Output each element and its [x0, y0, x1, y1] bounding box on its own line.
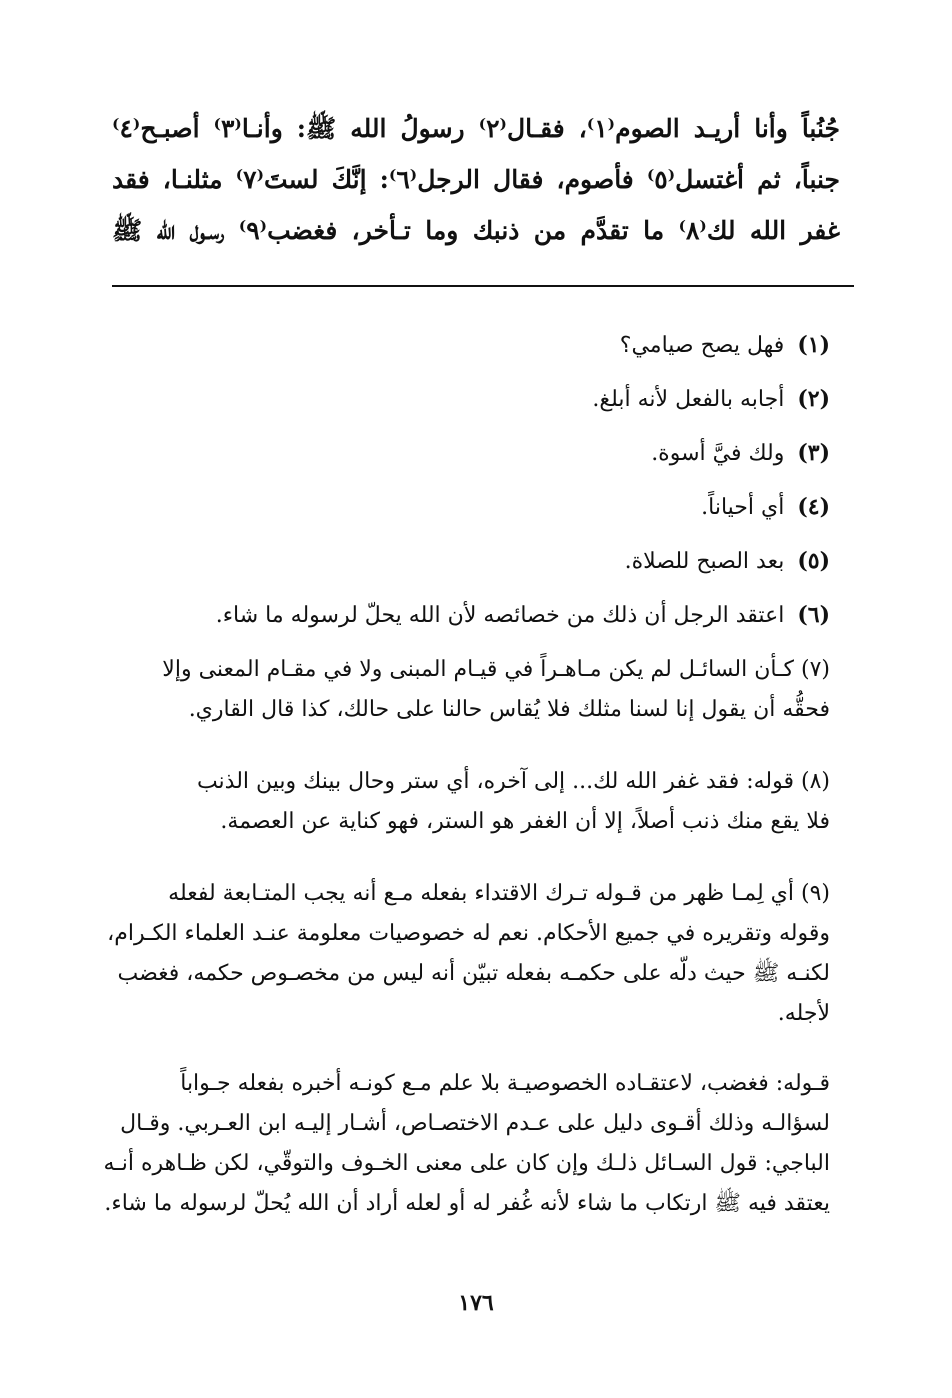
footnotes	[103, 322, 842, 1224]
footnote-7-line-2: فحقُّه أن يقول إنا لسنا مثلك فلا يُقاس حالنا على حالك، كذا قال القاري.	[188, 697, 830, 722]
footnote-number: (٢)	[797, 386, 830, 412]
footnote-4	[112, 484, 842, 538]
page-number: ١٧٦	[458, 1290, 494, 1316]
footnote-9	[107, 874, 842, 1034]
footnote-text: فهل يصح صيامي؟	[619, 333, 785, 358]
footnote-7	[112, 650, 842, 730]
footnote-9-line-1: (٩) أي لِمـا ظهر من قـوله تـرك الاقتداء بفعله مـع أنه يجب المتـابعة لفعله	[168, 881, 830, 906]
hadith-line-2: جنباً، ثم أغتسل⁽٥⁾ فأصوم، فقال الرجل⁽٦⁾: إنَّكَ لستَ⁽٧⁾ مثلنـا، فقد	[112, 165, 840, 194]
hadith-text	[112, 103, 840, 256]
footnote-number: (٥)	[797, 548, 830, 574]
footnote-9-line-2: وقوله وتقريره في جميع الأحكام. نعم له خصوصيات معلومة عنـد العلماء الكـرام،	[107, 921, 830, 946]
footnote-text: أجابه بالفعل لأنه أبلغ.	[592, 387, 785, 412]
footnote-8-line-2: فلا يقع منك ذنب أصلاً، إلا أن الغفر هو الستر، فهو كناية عن العصمة.	[220, 809, 830, 834]
footnote-number: (٦)	[797, 602, 830, 628]
footnote-number: (٣)	[797, 440, 830, 466]
footnote-divider	[112, 285, 854, 287]
footnote-2	[112, 376, 842, 430]
commentary-line-2: لسؤالـه وذلك أقـوى دليل على عـدم الاختصـاص، أشـار إليـه ابن العـربي. وقـال	[120, 1111, 830, 1136]
footnote-1	[112, 322, 842, 376]
footnote-8-line-1: (٨) قوله: فقد غفر الله لك... إلى آخره، أي ستر وحال بينك وبين الذنب	[196, 769, 830, 794]
footnote-text: ولك فيَّ أسوة.	[651, 441, 785, 466]
footnote-3	[112, 430, 842, 484]
footnote-7-line-1: (٧) كـأن السائـل لم يكن مـاهـراً في قيـام المبنى ولا في مقـام المعنى وإلا	[162, 657, 830, 682]
hadith-line-3: غفر الله لك⁽٨⁾ ما تقدَّم من ذنبك وما تـأخر، فغضب⁽٩⁾ رسـول الله ﷺ	[112, 216, 841, 245]
footnote-8	[112, 762, 842, 842]
footnote-9-line-3: لكنـه ﷺ حيث دلّه على حكمـه بفعله تبيّن أنه ليس من مخصـوص حكمه، فغضب	[117, 961, 830, 986]
footnote-6	[112, 592, 842, 646]
footnote-text: أي أحياناً.	[701, 495, 785, 520]
hadith-line-1: جُنُباً وأنا أريـد الصوم⁽١⁾، فقـال⁽٢⁾ رسولُ الله ﷺ: وأنـا⁽٣⁾ أصبـح⁽٤⁾	[112, 114, 840, 143]
commentary-line-3: الباجي: قول السـائل ذلـك وإن كان على معنى الخـوف والتوقّي، لكن ظـاهره أنـه	[103, 1151, 830, 1176]
footnote-text: بعد الصبح للصلاة.	[624, 549, 785, 574]
footnote-number: (٤)	[797, 494, 830, 520]
footnote-text: اعتقد الرجل أن ذلك من خصائصه لأن الله يحلّ لرسوله ما شاء.	[215, 603, 785, 628]
commentary-paragraph	[103, 1064, 842, 1224]
commentary-line-1: قـوله: فغضب، لاعتقـاده الخصوصيـة بلا علم مـع كونـه أخبره بفعله جـواباً	[180, 1071, 830, 1096]
footnote-number: (١)	[797, 332, 830, 358]
footnote-5	[112, 538, 842, 592]
footnote-9-line-4: لأجله.	[777, 1001, 830, 1026]
commentary-line-4: يعتقد فيه ﷺ ارتكاب ما شاء لأنه غُفر له أو لعله أراد أن الله يُحلّ لرسوله ما شاء.	[104, 1191, 830, 1216]
